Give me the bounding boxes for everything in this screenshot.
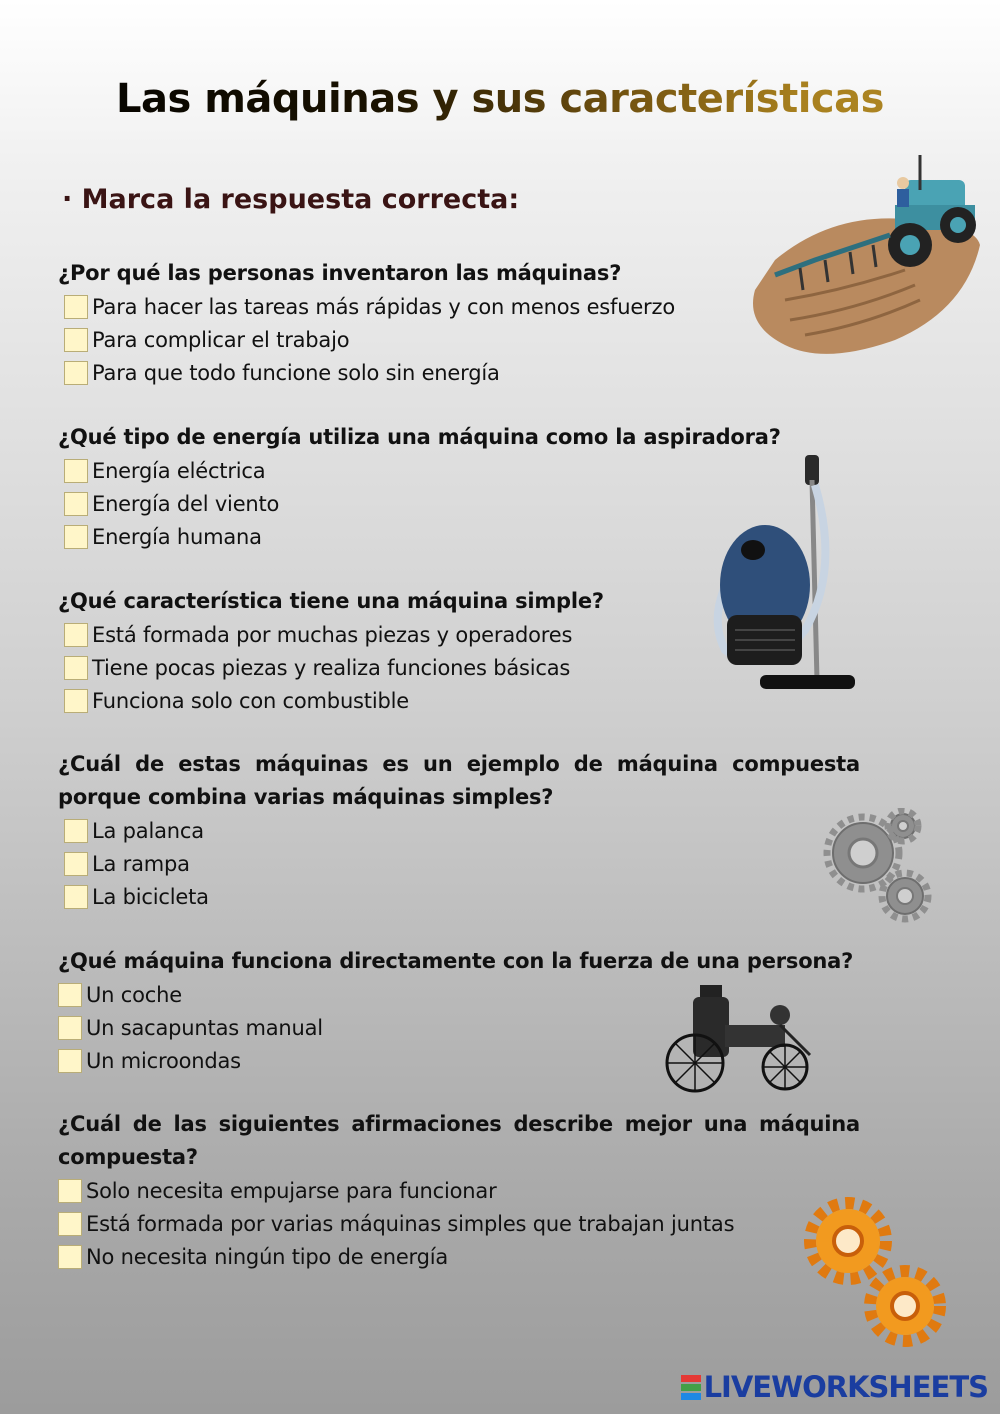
- orange-gears-illustration: [800, 1193, 955, 1358]
- answer-checkbox[interactable]: [64, 623, 88, 647]
- option-label: Tiene pocas piezas y realiza funciones básicas: [92, 655, 571, 680]
- title-part-2: sus características: [471, 76, 884, 122]
- option-label: Energía del viento: [92, 491, 280, 516]
- question-text: ¿Por qué las personas inventaron las máquinas?: [58, 261, 622, 285]
- option[interactable]: [58, 1240, 860, 1273]
- brand-name: LIVEWORKSHEETS: [703, 1370, 988, 1404]
- answer-checkbox[interactable]: [64, 361, 88, 385]
- option[interactable]: [58, 880, 860, 913]
- option-label: Funciona solo con combustible: [92, 688, 409, 713]
- option-label: La bicicleta: [92, 884, 209, 909]
- option[interactable]: [58, 1174, 860, 1207]
- option-label: Un coche: [86, 982, 182, 1007]
- option[interactable]: [58, 1207, 860, 1240]
- answer-checkbox[interactable]: [64, 885, 88, 909]
- option-label: Un sacapuntas manual: [86, 1015, 323, 1040]
- vacuum-cleaner-illustration: [705, 450, 865, 695]
- answer-checkbox[interactable]: [64, 852, 88, 876]
- steam-car-illustration: [660, 985, 825, 1095]
- answer-checkbox[interactable]: [58, 983, 82, 1007]
- option-label: Para que todo funcione solo sin energía: [92, 360, 500, 385]
- option-label: Para complicar el trabajo: [92, 327, 350, 352]
- option[interactable]: [58, 323, 860, 356]
- option-label: No necesita ningún tipo de energía: [86, 1244, 449, 1269]
- tractor-illustration: [745, 150, 985, 365]
- option-label: Un microondas: [86, 1048, 241, 1073]
- answer-checkbox[interactable]: [64, 656, 88, 680]
- page-title: [0, 76, 1000, 122]
- answer-checkbox[interactable]: [58, 1016, 82, 1040]
- option-label: Está formada por muchas piezas y operadores: [92, 622, 573, 647]
- option-label: Energía humana: [92, 524, 262, 549]
- question-text: ¿Cuál de las siguientes afirmaciones describe mejor una máquina compuesta?: [58, 1112, 860, 1169]
- option-label: Está formada por varias máquinas simples que trabajan juntas: [86, 1211, 735, 1236]
- brand-mark-icon: [681, 1374, 701, 1401]
- title-part-1: Las máquinas y: [116, 76, 459, 122]
- question-text: ¿Qué máquina funciona directamente con la fuerza de una persona?: [58, 949, 854, 973]
- question-4: [58, 748, 860, 913]
- question-text: ¿Cuál de estas máquinas es un ejemplo de máquina compuesta porque combina varias máquinas simples?: [58, 752, 860, 809]
- option[interactable]: [58, 290, 860, 323]
- answer-checkbox[interactable]: [64, 295, 88, 319]
- option-label: La palanca: [92, 818, 204, 843]
- answer-checkbox[interactable]: [64, 492, 88, 516]
- answer-checkbox[interactable]: [64, 689, 88, 713]
- instruction: · Marca la respuesta correcta:: [62, 184, 520, 215]
- option-label: Energía eléctrica: [92, 458, 266, 483]
- answer-checkbox[interactable]: [58, 1212, 82, 1236]
- answer-checkbox[interactable]: [64, 819, 88, 843]
- gray-gears-illustration: [823, 808, 933, 923]
- answer-checkbox[interactable]: [58, 1049, 82, 1073]
- question-text: ¿Qué tipo de energía utiliza una máquina como la aspiradora?: [58, 425, 781, 449]
- option[interactable]: [58, 356, 860, 389]
- option-label: La rampa: [92, 851, 190, 876]
- option[interactable]: [58, 814, 860, 847]
- brand-logo: [681, 1370, 988, 1404]
- option-label: Para hacer las tareas más rápidas y con menos esfuerzo: [92, 294, 675, 319]
- option-label: Solo necesita empujarse para funcionar: [86, 1178, 497, 1203]
- answer-checkbox[interactable]: [64, 525, 88, 549]
- question-6: [58, 1108, 860, 1273]
- question-text: ¿Qué característica tiene una máquina simple?: [58, 589, 604, 613]
- option[interactable]: [58, 847, 860, 880]
- answer-checkbox[interactable]: [64, 328, 88, 352]
- question-1: [58, 257, 860, 389]
- answer-checkbox[interactable]: [64, 459, 88, 483]
- answer-checkbox[interactable]: [58, 1179, 82, 1203]
- answer-checkbox[interactable]: [58, 1245, 82, 1269]
